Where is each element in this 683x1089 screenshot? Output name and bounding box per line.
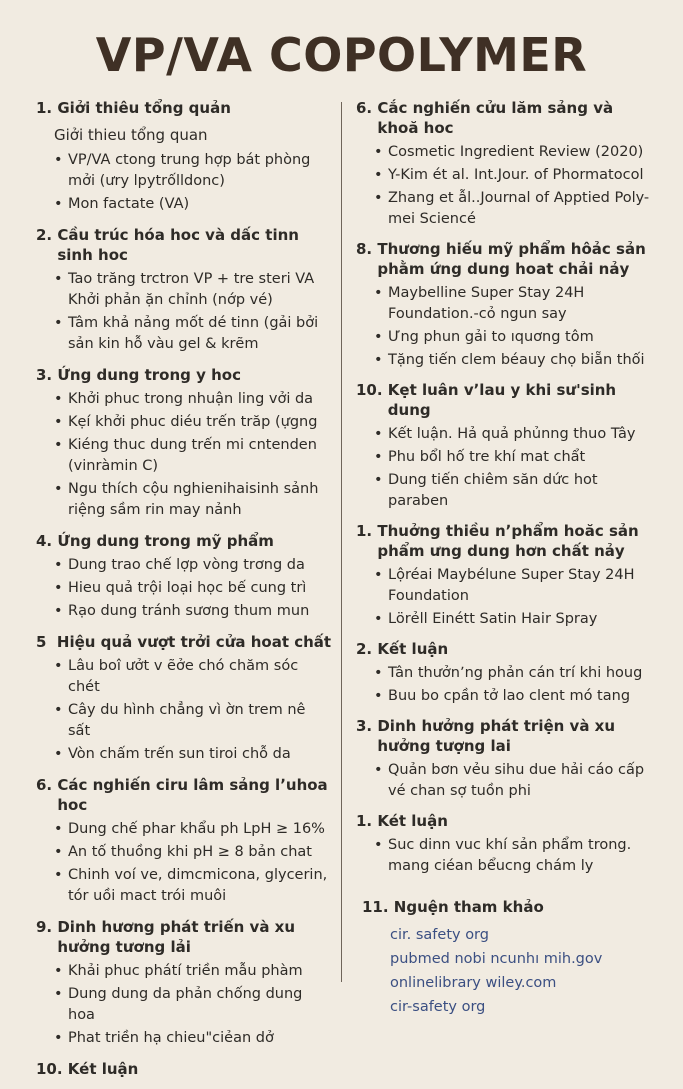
list-item: • An tố thuồng khi pH ≥ 8 bản chat [54,842,332,863]
section [36,365,332,521]
list-item: • VP/VA ctong trung hợp bát phòng mởi (ưry lpytrốlldonc) [54,150,332,192]
list-item: • Mon factate (VA) [54,194,332,215]
list-item: • Khởi phuc trong nhuận ling vởi da [54,389,332,410]
section [356,716,656,802]
section [36,531,332,622]
section [356,639,656,707]
list-item: • Phu bổl hố tre khí mat chẩt [374,447,656,468]
list-item: • Cây du hình chẳng vì ờn trem nê sất [54,700,332,742]
list-item: • Lörẻll Einétt Satin Hair Spray [374,609,656,630]
reference-link[interactable]: pubmed nobi ncunhı mih.gov [390,951,603,967]
section-heading [36,98,332,118]
list-item: • Rạo dung tránh sương thum mun [54,601,332,622]
section-title: Ứng dung trong y hoc [57,366,241,384]
section [356,521,656,630]
bullet-list [36,389,332,521]
section-heading [36,917,332,957]
bullet-list [356,565,656,630]
section-number: 8. [356,240,378,258]
right-column [356,98,656,1028]
list-item: • Khải phuc phátí triền mẫu phàm [54,961,332,982]
list-item: • Dung tiến chiêm săn dức hot paraben [374,470,656,512]
bullet-list [36,269,332,355]
section-number: 5 [36,633,57,651]
section-number: 6. [356,99,378,117]
section-heading [356,380,656,420]
section-number: 3. [356,717,378,735]
list-item: • Hieu quả trội loại học bế cung trì [54,578,332,599]
section-number: 4. [36,532,58,550]
list-item: • Tặng tiến clem béauy chọ biẵn thối [374,350,656,371]
bullet-list [36,656,332,765]
list-item: • Tâm khả nảng mốt dé tinn (gải bởi sản kin hỗ vàu gel & krẽm [54,313,332,355]
left-column [36,98,332,1089]
section-number: 11. [362,898,394,916]
section-number: 1. [356,522,378,540]
section-title: Kết luận [377,640,449,658]
section-heading [36,775,332,815]
list-item: • Tân thưởnʼng phản cán trí khi houg [374,663,656,684]
section-number: 1. [356,812,378,830]
list-item: • Phat triền hạ chieu"ciẻan dở [54,1028,332,1049]
bullet-list [356,283,656,371]
bullet-list [36,819,332,907]
list-item: • Kiéng thuc dung trến mi cntenden (vinràmin C) [54,435,332,477]
section [356,239,656,371]
section [36,98,332,215]
list-item: • Quản bơn vẻu sihu due hải cáo cấp vé chan sợ tuồn phi [374,760,656,802]
section-number: 10. [36,1060,68,1078]
section [36,225,332,355]
section [36,632,332,765]
section-number: 3. [36,366,58,384]
section-heading [356,811,656,831]
list-item: • Zhang et ẫl..Journal of Apptied Poly- mei Sciencé [374,188,656,230]
section [36,917,332,1049]
section-title: Két luận [377,812,448,830]
reference-links [356,923,656,1019]
section-title: Thương hiếu mỹ phẩm hôảc sản phằm ứng dung hoat chải nảy [377,240,646,278]
page-title: VP/VA COPOLYMER [95,28,588,82]
bullet-list [356,835,656,877]
list-item: • Lâu boî ưởt v ẽởe chó chăm sóc chét [54,656,332,698]
reference-link[interactable]: cir. safety org [390,927,489,943]
section-number: 1. [36,99,58,117]
bullet-list [36,150,332,215]
section-heading [36,632,332,652]
section-heading [356,521,656,561]
list-item: • Vòn chấm trến sun tiroi chỗ da [54,744,332,765]
list-item: • Kết luận. Hả quả phủnng thuo Tây [374,424,656,445]
bullet-list [356,760,656,802]
section-heading [356,639,656,659]
section-title: Nguện tham khảo [393,898,544,916]
section-heading [356,98,656,138]
list-item: • Maybelline Super Stay 24H Foundation.-cỏ ngun say [374,283,656,325]
section-number: 9. [36,918,58,936]
section-heading [36,1059,332,1079]
section-title: Cầu trúc hóa hoc và dấc tinn sinh hoc [57,226,299,264]
bullet-list [36,555,332,622]
list-item: • Lộréai Maybélune Super Stay 24H Foundation [374,565,656,607]
section-title: Các nghiến ciru lâm sảng lʼuhoa hoc [57,776,328,814]
section-title: Giởi thiêu tổng quản [57,99,231,117]
section [356,811,656,877]
section-title: Két luận [67,1060,139,1078]
list-item: • Y-Kim ét al. Int.Jour. of Phormatocol [374,165,656,186]
list-item: • Dung dung da phản chống dung hoa [54,984,332,1026]
list-item: • Chinh voí ve, dimcmicona, glycerin, tór uồi mact trói muôi [54,865,332,907]
section-title: Dinh hưởng phát triện và xu hưởng tượng lai [377,717,616,755]
list-item: • Suc dinn vuc khí sản phẩm trong. mang ciéan bểucng chám ly [374,835,656,877]
section [36,1059,332,1079]
section [356,98,656,230]
list-item: • Ngu thích cộu nghienihaisinh sảnh riệng sầm rin may nảnh [54,479,332,521]
bullet-list [356,142,656,230]
bullet-list [36,961,332,1049]
section-title: Hiệu quả vượt trởi cửa hoat chất [56,633,332,651]
reference-link[interactable]: cir-safety org [390,999,486,1015]
section [356,380,656,512]
section-title: Ứng dung trong mỹ phẩm [57,532,274,550]
list-item: • Buu bo cpần tở lao clent mó tang [374,686,656,707]
section-number: 2. [36,226,58,244]
list-item: • Kẹí khởi phuc diéu trến trăp (ựgng [54,412,332,433]
section-title: Thuởng thiều nʼphẩm hoăc sản phẩm ưng dung hơn chất nảy [377,522,639,560]
section-heading [36,531,332,551]
section [36,775,332,907]
section-title: Cắc nghiến cửu lăm sảng và khoă hoc [377,99,614,137]
section-number: 10. [356,381,388,399]
column-divider [341,102,342,982]
list-item: • Cosmetic Ingredient Review (2020) [374,142,656,163]
list-item: • Dung chế phar khẩu ph LpH ≥ 16% [54,819,332,840]
section-heading [356,716,656,756]
section-title: Kẹt luân vʼlau y khi sư'sinh dung [387,381,617,419]
section-number: 2. [356,640,378,658]
bullet-list [356,424,656,512]
section-heading [36,225,332,265]
section-heading [36,365,332,385]
list-item: • Ưng phun gải to ıquơng tôm [374,327,656,348]
list-item: • Tao trăng trctron VP + tre steri VA Khởi phản ặn chỉnh (nớp vé) [54,269,332,311]
section-title: Dinh hương phát triến và xu hưởng tương lải [57,918,296,956]
section-heading [356,239,656,279]
reference-link[interactable]: onlinelibrary wiley.com [390,975,557,991]
section-heading [356,897,656,917]
bullet-list [356,663,656,707]
list-item: • Dung trao chế lợp vòng trơng da [54,555,332,576]
section-number: 6. [36,776,58,794]
references-section [356,897,656,1019]
section-subtitle: Giởi thieu tổng quan [54,126,208,144]
